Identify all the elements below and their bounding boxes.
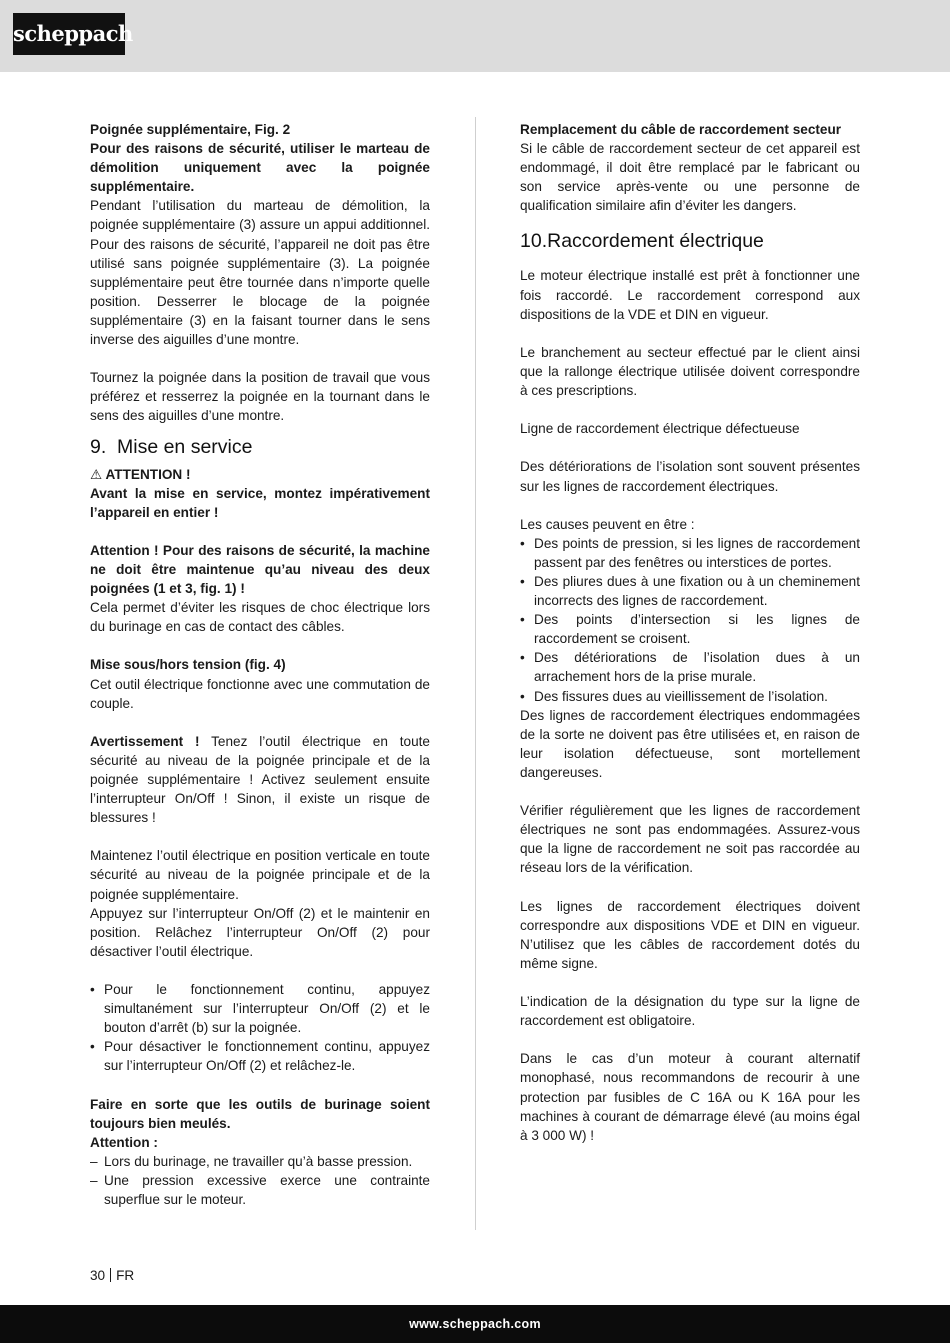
paragraph: Maintenez l’outil électrique en position verticale en toute sécurité au niveau de la poignée principale et de la poignée supplémentaire.: [90, 848, 430, 902]
continuous-operation-list: [90, 980, 430, 1075]
paragraph: Cela permet d’éviter les risques de choc électrique lors du burinage en cas de contact des câbles.: [90, 600, 430, 635]
warning-triangle-icon: ⚠: [90, 466, 103, 482]
section-title: Mise en service: [117, 435, 253, 458]
safety-note: Pour des raisons de sécurité, utiliser le marteau de démolition uniquement avec la poignée supplémentaire.: [90, 141, 430, 195]
list-item: • Des points de pression, si les lignes de raccordement passent par des fenêtres ou interstices de portes.: [520, 534, 860, 572]
section-heading-10: [520, 215, 860, 259]
warning-paragraph: [90, 732, 430, 827]
paragraph: Le branchement au secteur effectué par le client ainsi que la rallonge électrique utilisée doivent correspondre à ces prescriptions.: [520, 344, 860, 399]
paragraph: Dans le cas d’un moteur à courant alternatif monophasé, nous recommandons de recourir à une protection par fusibles de C 16A ou K 16A pour les machines à courant de démarrage élevé (au moins égal à 3 000 W) !: [520, 1051, 860, 1143]
list-item: • Des fissures dues au vieillissement de l’isolation.: [520, 687, 860, 706]
footer-bar: [0, 1305, 950, 1343]
section-heading-9: [90, 426, 430, 465]
brand-logo: scheppach: [13, 13, 125, 55]
page-number: [90, 1266, 134, 1285]
paragraph: Tournez la poignée dans la position de travail que vous préférez et resserrez la poignée en la tournant dans le sens des aiguilles d’une montre.: [90, 370, 430, 424]
paragraph: Les causes peuvent en être :: [520, 516, 695, 532]
attention-label: [90, 465, 430, 484]
cable-replacement-heading: Remplacement du câble de raccordement secteur: [520, 122, 842, 137]
list-item: • Pour désactiver le fonctionnement continu, appuyez sur l’interrupteur On/Off (2) et relâchez-le.: [90, 1037, 430, 1075]
list-item: • Des détériorations de l’isolation dues à un arrachement hors de la prise murale.: [520, 648, 860, 686]
paragraph: Ligne de raccordement électrique défectueuse: [520, 421, 800, 437]
left-column: [90, 120, 430, 1209]
list-item: • Des pliures dues à une fixation ou à un cheminement incorrects des lignes de raccordement.: [520, 572, 860, 610]
page-number-value: 30: [90, 1268, 106, 1283]
paragraph: Vérifier régulièrement que les lignes de raccordement électriques ne sont pas endommagées. Assurez-vous que la ligne de raccordement ne soit pas raccordée au réseau lors de la vérification.: [520, 803, 860, 876]
list-item: – Lors du burinage, ne travailler qu’à basse pression.: [90, 1152, 430, 1171]
list-item: • Pour le fonctionnement continu, appuyez simultanément sur l’interrupteur On/Off (2) et le bouton d’arrêt (b) sur la poignée.: [90, 980, 430, 1037]
paragraph: L’indication de la désignation du type sur la ligne de raccordement est obligatoire.: [520, 994, 860, 1029]
attention-note: Avant la mise en service, montez impérativement l’appareil en entier !: [90, 485, 430, 520]
paragraph: Cet outil électrique fonctionne avec une commutation de couple.: [90, 676, 430, 711]
paragraph: Appuyez sur l’interrupteur On/Off (2) et le maintenir en position. Relâchez l’interrupteur On/Off (2) pour désactiver l’outil électrique.: [90, 905, 430, 959]
attention-label: Attention :: [90, 1134, 158, 1150]
section-number: 10.: [520, 230, 548, 253]
section-number: 9.: [90, 435, 107, 458]
column-divider: [475, 117, 476, 1230]
list-item: • Des points d’intersection si les lignes de raccordement se croisent.: [520, 610, 860, 648]
paragraph: Les lignes de raccordement électriques doivent correspondre aux dispositions VDE et DIN en vigueur. N’utilisez que les câbles de raccordement dotés du même signe.: [520, 898, 860, 971]
section-title: Raccordement électrique: [547, 230, 764, 253]
warning-label: Avertissement !: [90, 733, 200, 749]
extra-handle-heading: Poignée supplémentaire, Fig. 2: [90, 122, 291, 137]
chisel-list: [90, 1152, 430, 1209]
switch-heading: Mise sous/hors tension (fig. 4): [90, 657, 286, 673]
attention-text: ATTENTION !: [105, 466, 191, 482]
chisel-note: Faire en sorte que les outils de burinage soient toujours bien meulés.: [90, 1096, 430, 1131]
warning-text: Tenez l’outil électrique en toute sécurité au niveau de la poignée principale et de la poignée supplémentaire ! Activez seulement ensuite l’interrupteur On/Off ! Sinon, il existe un risque de blessures !: [90, 733, 430, 826]
website-link[interactable]: www.scheppach.com: [409, 1317, 541, 1331]
paragraph: Pendant l’utilisation du marteau de démolition, la poignée supplémentaire (3) assure un appui additionnel. Pour des raisons de sécurité, l’appareil ne doit pas être utilisé sans poignée supplémentaire (3). La poignée supplémentaire peut être tournée dans n’importe quelle position. Desserrer le blocage de la poignée supplémentaire (3) en la faisant tourner dans le sens inverse des aiguilles d’une montre.: [90, 198, 430, 348]
paragraph: Des lignes de raccordement électriques endommagées de la sorte ne doivent pas être utilisées et, en raison de leur isolation défectueuse, sont mortellement dangereuses.: [520, 707, 860, 780]
paragraph: Si le câble de raccordement secteur de cet appareil est endommagé, il doit être remplacé par le fabricant ou son service après-vente ou une personne de qualification similaire afin d’éviter les dangers.: [520, 141, 860, 214]
causes-list: [520, 534, 860, 706]
header-bar: [0, 0, 950, 72]
paragraph: Des détériorations de l’isolation sont souvent présentes sur les lignes de raccordement électriques.: [520, 459, 860, 494]
paragraph: Le moteur électrique installé est prêt à fonctionner une fois raccordé. Le raccordement correspond aux dispositions de la VDE et DIN en vigueur.: [520, 268, 860, 322]
list-item: – Une pression excessive exerce une contrainte superflue sur le moteur.: [90, 1171, 430, 1209]
right-column: [520, 120, 860, 1145]
language-code: FR: [116, 1268, 135, 1283]
attention-note: Attention ! Pour des raisons de sécurité, la machine ne doit être maintenue qu’au niveau des deux poignées (1 et 3, fig. 1) !: [90, 542, 430, 597]
